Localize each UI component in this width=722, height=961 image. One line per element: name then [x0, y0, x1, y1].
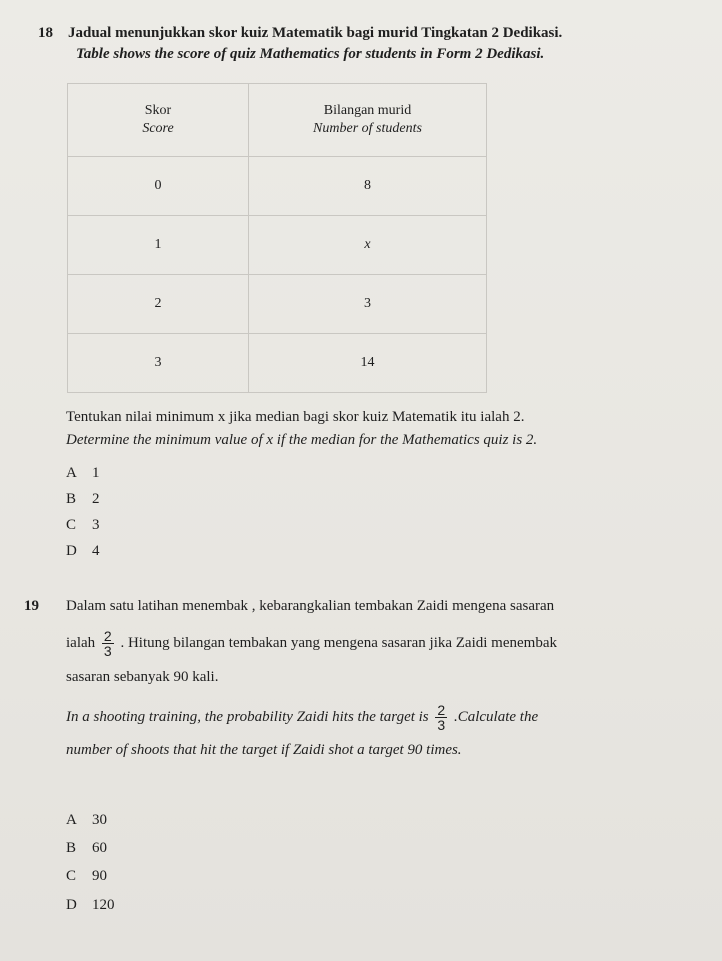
question-18-intro-malay: Jadual menunjukkan skor kuiz Matematik bagi murid Tingkatan 2 Dedikasi. [68, 25, 563, 41]
table-row [68, 216, 487, 275]
english-line1-start: In a shooting training, the probability Zaidi hits the target is [66, 708, 429, 725]
score-table [67, 83, 487, 393]
table-row [68, 275, 487, 334]
q18-option-b[interactable] [66, 491, 100, 508]
option-value: 60 [92, 840, 107, 856]
fraction-denominator: 3 [437, 717, 446, 733]
question-19-malay-line2 [66, 629, 557, 658]
option-value: 120 [92, 897, 115, 913]
count-cell: 3 [249, 275, 487, 334]
option-value: 2 [92, 491, 100, 507]
malay-line2-end: . Hitung bilangan tembakan yang mengena sasaran jika Zaidi menembak [120, 634, 557, 651]
table-header-students [249, 84, 487, 157]
question-19-malay-line1: Dalam satu latihan menembak , kebarangkalian tembakan Zaidi mengena sasaran [66, 598, 555, 614]
header-students-malay: Bilangan murid [323, 103, 412, 118]
option-letter: B [66, 491, 77, 507]
fraction-numerator: 2 [437, 702, 446, 718]
q19-option-c[interactable] [66, 868, 107, 885]
count-cell: 14 [249, 334, 487, 393]
table-row [68, 157, 487, 216]
option-value: 30 [92, 812, 107, 828]
table-header-row [68, 84, 487, 157]
q18-option-d[interactable] [66, 543, 100, 560]
option-letter: B [66, 840, 77, 856]
table-row [68, 334, 487, 393]
option-letter: D [66, 897, 77, 913]
option-letter: A [66, 812, 77, 828]
option-letter: A [66, 465, 77, 481]
question-18-intro-english: Table shows the score of quiz Mathematics for students in Form 2 Dedikasi. [76, 46, 545, 62]
count-cell: x [249, 216, 487, 275]
score-cell: 1 [68, 216, 249, 275]
q18-option-a[interactable] [66, 465, 100, 482]
table-header-score [68, 84, 249, 157]
q18-option-c[interactable] [66, 517, 100, 534]
question-19-english-line2: number of shoots that hit the target if Zaidi shot a target 90 times. [66, 742, 462, 758]
header-score-english: Score [142, 121, 174, 136]
q19-option-a[interactable] [66, 812, 107, 829]
probability-fraction-english [435, 703, 447, 732]
question-19-malay-line3: sasaran sebanyak 90 kali. [66, 669, 219, 685]
score-cell: 3 [68, 334, 249, 393]
question-18-prompt-english: Determine the minimum value of x if the median for the Mathematics quiz is 2. [66, 432, 538, 448]
question-19-english-line1 [66, 703, 538, 732]
english-line1-end: .Calculate the [453, 708, 539, 725]
option-letter: C [66, 517, 77, 533]
malay-line2-start: ialah [66, 634, 96, 651]
q19-option-b[interactable] [66, 840, 107, 857]
question-18-number: 18 [38, 25, 53, 41]
option-value: 90 [92, 868, 107, 884]
option-value: 4 [92, 543, 100, 559]
score-cell: 2 [68, 275, 249, 334]
score-cell: 0 [68, 157, 249, 216]
option-letter: D [66, 543, 77, 559]
fraction-denominator: 3 [103, 643, 112, 659]
header-students-english: Number of students [313, 121, 422, 136]
count-cell: 8 [249, 157, 487, 216]
option-value: 1 [92, 465, 100, 481]
option-letter: C [66, 868, 77, 884]
option-value: 3 [92, 517, 100, 533]
question-18-prompt-malay: Tentukan nilai minimum x jika median bagi skor kuiz Matematik itu ialah 2. [66, 409, 525, 425]
q19-option-d[interactable] [66, 897, 115, 914]
header-score-malay: Skor [144, 103, 172, 118]
question-19-number: 19 [24, 598, 39, 614]
probability-fraction [102, 629, 114, 658]
fraction-numerator: 2 [103, 628, 112, 644]
